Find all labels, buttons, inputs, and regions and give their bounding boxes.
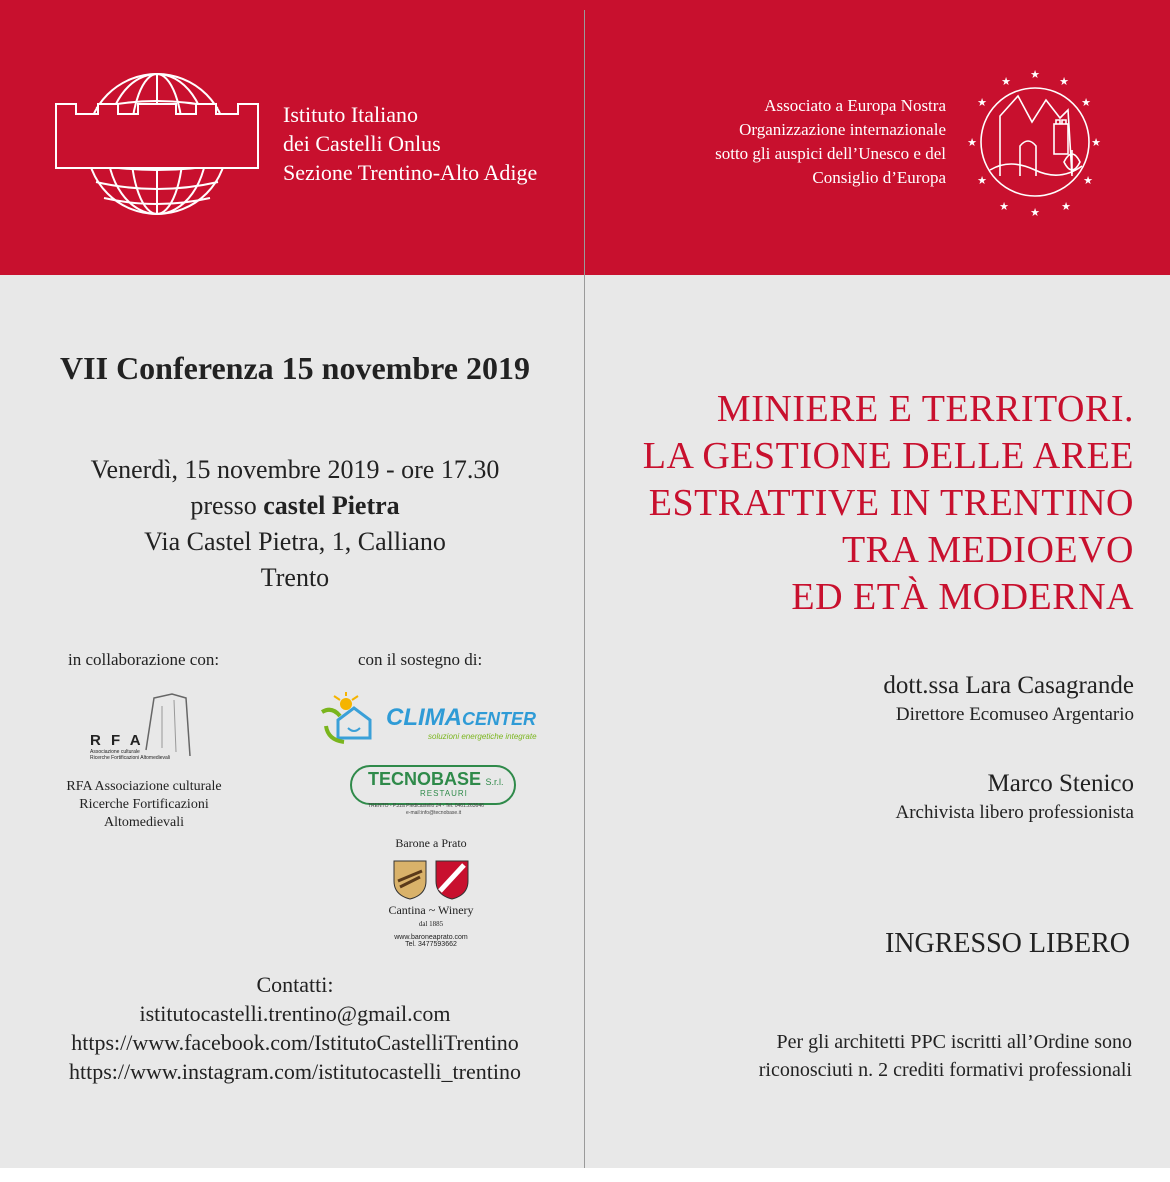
rfa-caption-line-2: Ricerche Fortificazioni Altomedievali: [79, 797, 209, 830]
institute-line-3: Sezione Trentino-Alto Adige: [283, 160, 538, 185]
speaker-1: [883, 670, 1134, 728]
svg-text:★: ★: [977, 174, 987, 187]
svg-text:★: ★: [977, 96, 987, 109]
tecnobase-logo: [350, 765, 516, 815]
contact-facebook[interactable]: https://www.facebook.com/IstitutoCastelliTrentino: [71, 1030, 519, 1055]
svg-text:★: ★: [1091, 136, 1101, 149]
barone-winery: Cantina ~ Winery: [388, 903, 474, 917]
topic-line-4: TRA MEDIOEVO: [841, 529, 1134, 571]
europa-nostra-logo: [960, 66, 1110, 216]
speaker-2: [895, 768, 1134, 826]
svg-text:★: ★: [1059, 75, 1069, 88]
speaker-2-role: Archivista libero professionista: [895, 802, 1134, 823]
credits-line-1: Per gli architetti PPC iscritti all’Ordine sono: [776, 1031, 1132, 1053]
event-date: Venerdì, 15 novembre 2019 - ore 17.30: [90, 455, 500, 484]
svg-text:★: ★: [1083, 174, 1093, 187]
tecnobase-suffix: S.r.l.: [485, 777, 504, 787]
topic-line-3: ESTRATTIVE IN TRENTINO: [648, 482, 1134, 524]
topic-line-2: LA GESTIONE DELLE AREE: [642, 435, 1134, 477]
topic-line-5: ED ETÀ MODERNA: [791, 576, 1134, 618]
event-city: Trento: [260, 563, 330, 592]
climacenter-tagline: soluzioni energetiche integrate: [428, 732, 537, 741]
speaker-1-name: dott.ssa Lara Casagrande: [883, 672, 1134, 699]
speaker-1-role: Direttore Ecomuseo Argentario: [895, 704, 1134, 725]
support-label: con il sostegno di:: [358, 650, 483, 669]
svg-text:★: ★: [1061, 200, 1071, 213]
contact-instagram[interactable]: https://www.instagram.com/istitutocastelli_trentino: [69, 1059, 521, 1084]
conference-title: VII Conferenza 15 novembre 2019: [60, 350, 530, 386]
europa-line-4: Consiglio d’Europa: [812, 168, 946, 187]
svg-text:★: ★: [1030, 68, 1040, 81]
europa-nostra-text: [715, 94, 946, 190]
barone-title: Barone a Prato: [395, 836, 467, 850]
clima-sub: CENTER: [461, 709, 536, 729]
climacenter-logo: [318, 690, 548, 746]
speaker-2-name: Marco Stenico: [987, 770, 1134, 797]
bottom-margin: [0, 1168, 1170, 1182]
barone-tel: Tel. 3477593662: [405, 941, 457, 948]
barone-web: www.baroneaprato.com: [394, 934, 468, 941]
rfa-small-line-2: Ricerche Fortificazioni Altomedievali: [90, 755, 171, 761]
tecnobase-brand: TECNOBASE: [368, 769, 482, 789]
climacenter-name: [386, 704, 536, 732]
venue-name: castel Pietra: [263, 491, 400, 520]
castelli-globe-logo: [52, 68, 262, 218]
svg-text:★: ★: [1030, 206, 1040, 216]
contacts-label: Contatti:: [256, 972, 334, 997]
svg-text:★: ★: [967, 136, 977, 149]
rfa-caption-line-1: RFA Associazione culturale: [66, 779, 222, 794]
institute-name: [283, 100, 537, 187]
tecnobase-line-2: e-mail:info@tecnobase.it: [406, 810, 462, 816]
svg-text:★: ★: [1001, 75, 1011, 88]
svg-text:★: ★: [999, 200, 1009, 213]
conference-topic-title: [643, 386, 1134, 621]
event-details: [0, 452, 590, 596]
credits-note: [759, 1028, 1132, 1084]
barone-since: dal 1885: [418, 920, 444, 928]
credits-line-2: riconosciuti n. 2 crediti formativi professionali: [758, 1059, 1132, 1081]
contacts-block: [0, 970, 590, 1086]
topic-line-1: MINIERE E TERRITORI.: [716, 388, 1134, 430]
free-entry-label: INGRESSO LIBERO: [884, 928, 1130, 959]
climacenter-house-icon: [318, 690, 388, 746]
barone-crests-icon: [386, 857, 476, 901]
institute-line-2: dei Castelli Onlus: [283, 131, 441, 156]
rfa-logo: [88, 692, 198, 762]
tecnobase-line-1: TRENTO - P.zza Piedicastello 24 - Tel. 0461.263646: [368, 803, 484, 809]
tecnobase-name: [368, 769, 503, 790]
europa-line-1: Associato a Europa Nostra: [764, 96, 946, 115]
rfa-small-line-1: Associazione culturale: [90, 749, 140, 755]
svg-text:★: ★: [1081, 96, 1091, 109]
event-venue: [0, 488, 590, 524]
rfa-letters: R F A: [90, 732, 144, 749]
europa-line-3: sotto gli auspici dell’Unesco e del: [715, 144, 946, 163]
venue-prefix: presso: [190, 491, 264, 520]
collaboration-label: in collaborazione con:: [68, 650, 220, 669]
barone-a-prato-logo: [376, 836, 486, 948]
tecnobase-sub: RESTAURI: [420, 789, 468, 798]
clima-main: CLIMA: [386, 704, 462, 731]
rfa-caption: [38, 778, 250, 832]
event-address: Via Castel Pietra, 1, Calliano: [144, 527, 446, 556]
contact-email[interactable]: istitutocastelli.trentino@gmail.com: [139, 1001, 451, 1026]
institute-line-1: Istituto Italiano: [283, 102, 419, 127]
europa-line-2: Organizzazione internazionale: [739, 120, 946, 139]
